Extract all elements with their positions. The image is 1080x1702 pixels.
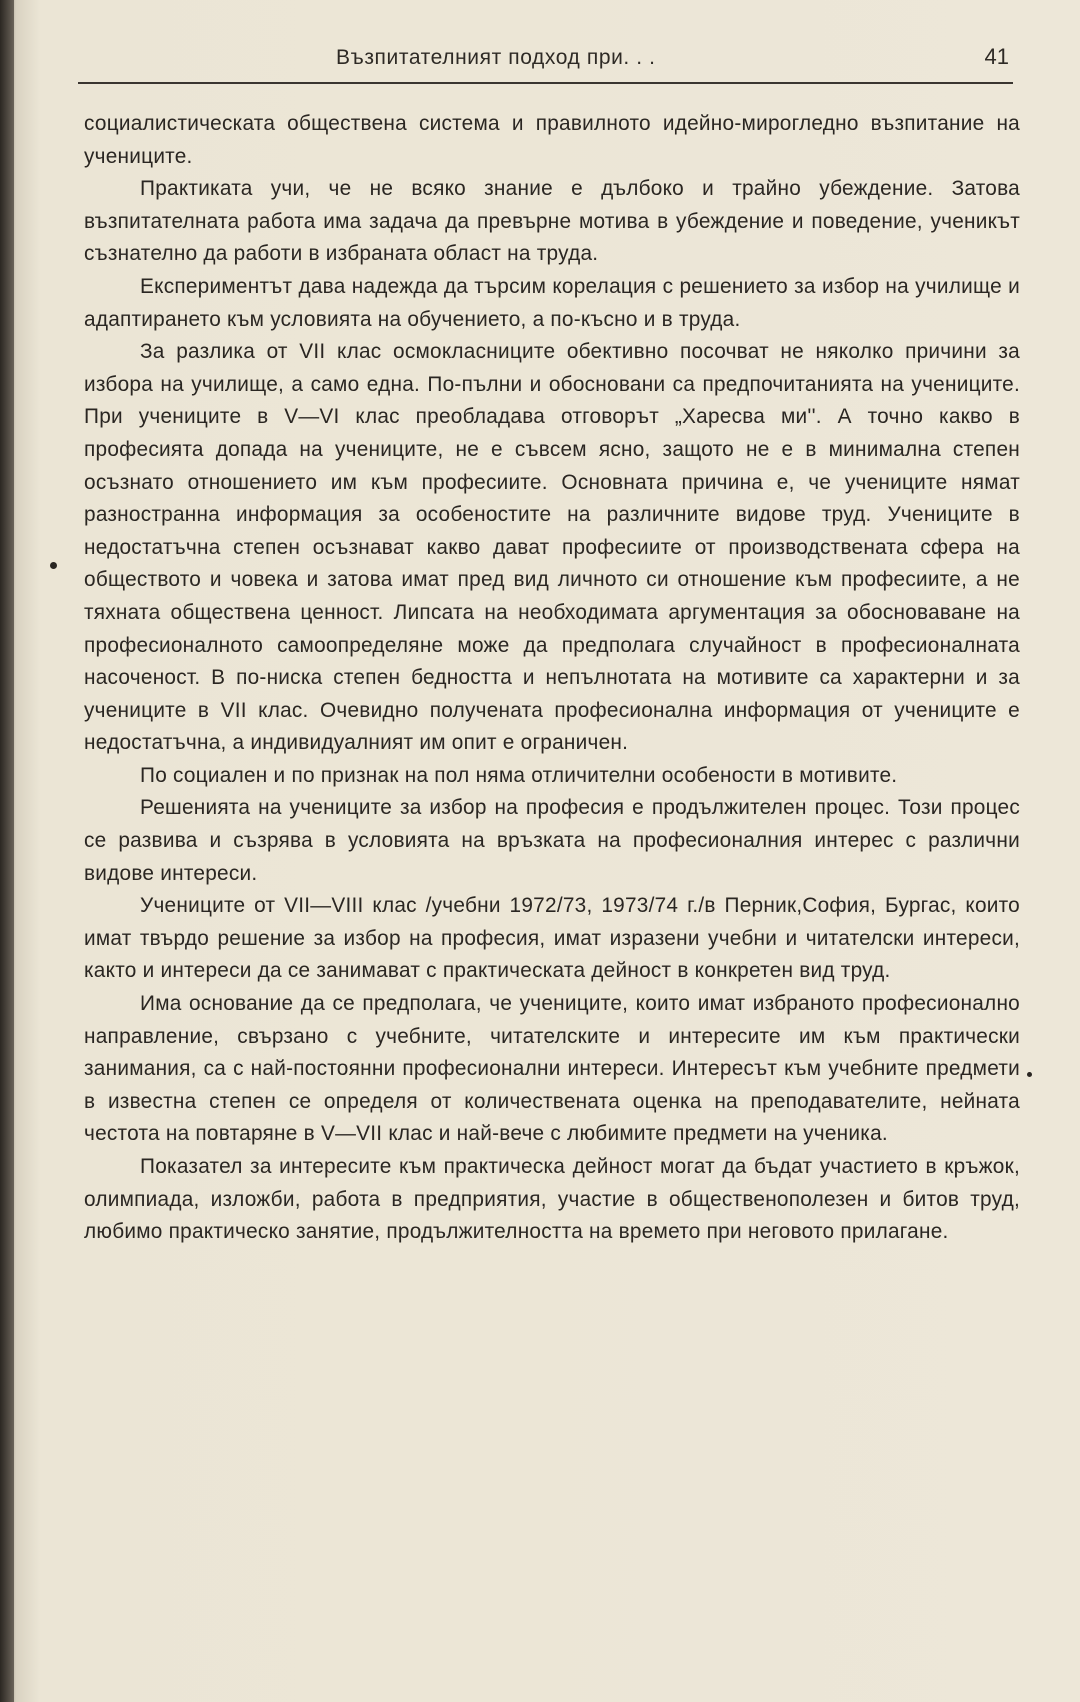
paragraph: Учениците от VII—VIII клас /учебни 1972/73, 1973/74 г./в Перник,София, Бургас, които имат твърдо решение за избор на професия, имат изразени учебни и читателски интереси, както и интереси да се занимават с практическата дейност в конкретен вид труд. (84, 894, 1020, 983)
body-text (84, 108, 1020, 1249)
running-title: Възпитателният подход при. . . (336, 46, 656, 69)
page-header (78, 42, 1013, 84)
ink-speck (50, 562, 57, 569)
paragraph: За разлика от VII клас осмокласниците обективно посочват не няколко причини за избора на училище, а само една. По-пълни и обосновани са предпочитанията на учениците. При учениците в V—VI клас преобладава отговорът „Харесва ми''. А точно какво в професията допада на учениците, не е съвсем ясно, защото не е в минимална степен осъзнато отношението им към професиите. Основната причина е, че учениците нямат разностранна информация за особеностите на различните видове труд. Учениците в недостатъчна степен осъзнават какво дават професиите от производствената сфера на обществото и човека и затова имат пред вид личното си отношение към професиите, а не тяхната обществена ценност. Липсата на необходимата аргументация за обосноваване на професионалното самоопределяне може да предполага случайност в професионалната насоченост. В по-ниска степен бедността и непълнотата на мотивите са характерни и за учениците в VII клас. Очевидно получената професионална информация от учениците е недостатъчна, а индивидуалният им опит е ограничен. (84, 340, 1020, 755)
paragraph: Експериментът дава надежда да търсим корелация с решението за избор на училище и адаптирането към условията на обучението, а по-късно и в труда. (84, 274, 1020, 331)
paragraph: По социален и по признак на пол няма отличителни особености в мотивите. (140, 763, 898, 787)
paragraph: Има основание да се предполага, че учениците, които имат избраното професионално направление, свързано с учебните, читателските и интересите им към практически занимания, са с най-постоянни професионални интереси. Интересът към учебните предмети в известна степен се определя от количествената оценка на преподавателите, нейната честота на повтаряне в V—VII клас и най-вече с любимите предмети на ученика. (84, 992, 1020, 1146)
paragraph: Практиката учи, че не всяко знание е дълбоко и трайно убеждение. Затова възпитателната работа има задача да превърне мотива в убеждение и поведение, ученикът съзнателно да работи в избраната област на труда. (84, 177, 1020, 266)
ink-speck (1027, 1072, 1032, 1077)
page-number: 41 (984, 44, 1009, 69)
paragraph: Показател за интересите към практическа дейност могат да бъдат участието в кръжок, олимпиада, изложби, работа в предприятия, участие в общественополезен и битов труд, любимо практическо занятие, продължителността на времето при неговото прилагане. (84, 1155, 1020, 1244)
paragraph: Решенията на учениците за избор на професия е продължителен процес. Този процес се развива и съзрява в условията на връзката на професионалния интерес с различни видове интереси. (84, 796, 1020, 885)
book-spine-shadow (0, 0, 14, 1702)
paragraph: социалистическата обществена система и правилното идейно-мирогледно възпитание на учениците. (84, 112, 1020, 168)
